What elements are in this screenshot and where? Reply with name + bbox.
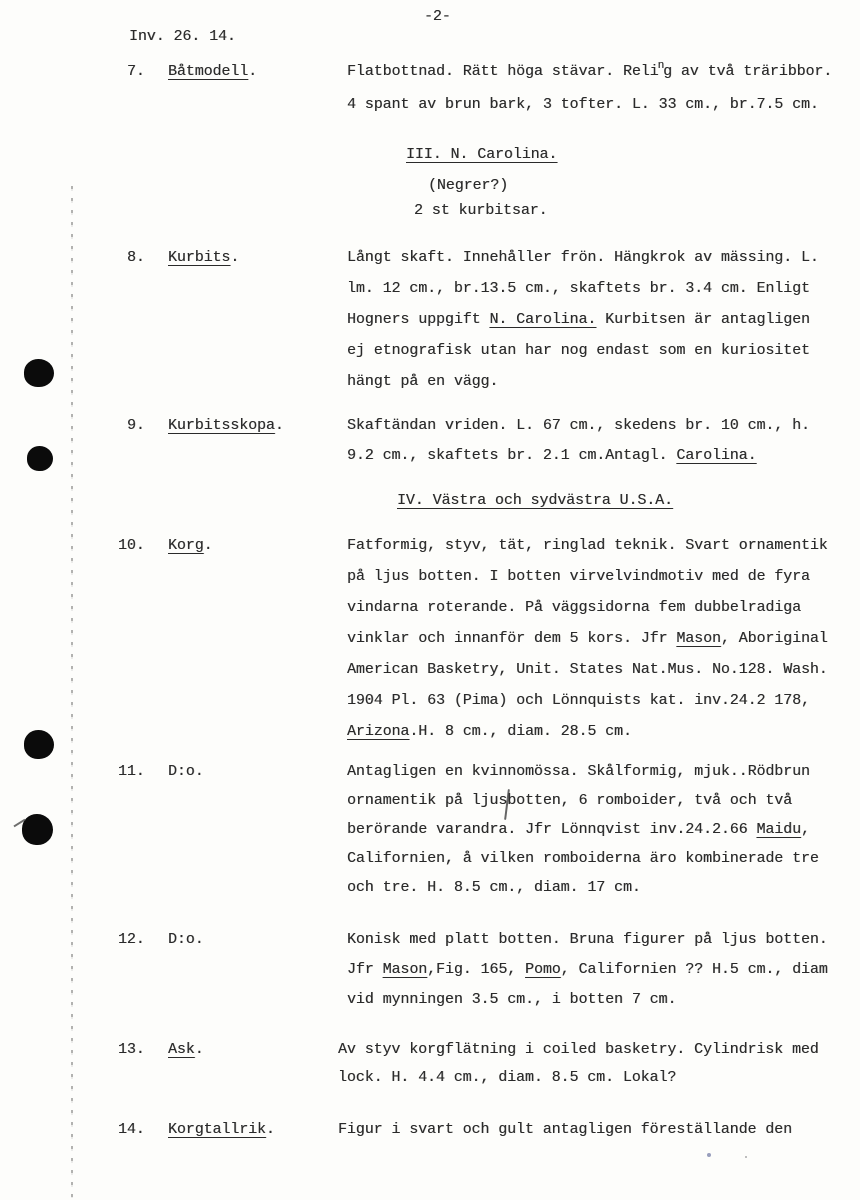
item-name [168, 1120, 275, 1140]
text-segment: hängt på en vägg. [347, 373, 499, 390]
text-segment: , Aboriginal [720, 630, 828, 647]
text-segment: . [265, 1121, 275, 1138]
item-name [168, 248, 239, 268]
text-segment: Långt skaft. Innehåller frön. Hängkrok av mässing. L. [347, 249, 819, 266]
text-segment: vindarna roterande. På väggsidorna fem dubbelradiga [347, 599, 801, 616]
text-segment: . [248, 63, 258, 80]
punch-hole [24, 730, 54, 759]
text-segment: och tre. H. 8.5 cm., diam. 17 cm. [347, 879, 641, 896]
punch-hole [22, 814, 53, 845]
text-segment: , Californien ?? H.5 cm., diam [560, 961, 828, 978]
description-line [347, 691, 810, 711]
section-heading-line [414, 201, 548, 221]
item-number: 12. [118, 931, 145, 948]
description-line [347, 310, 810, 330]
description-line [347, 722, 632, 742]
text-segment: (Negrer?) [428, 177, 509, 194]
text-segment: Hogners uppgift [347, 311, 490, 328]
text-segment: D:o. [168, 763, 204, 780]
text-segment: vid mynningen 3.5 cm., i botten 7 cm. [347, 991, 677, 1008]
text-segment: IV. Västra och sydvästra U.S.A. [397, 492, 673, 509]
text-segment: Maidu [756, 821, 801, 838]
description-line [347, 95, 819, 115]
text-segment: Flatbottnad. Rätt höga stävar. Reli [347, 63, 659, 80]
description-line [347, 416, 810, 436]
item-name [168, 536, 213, 556]
item-number: 7. [127, 63, 145, 80]
text-segment: ornamentik på ljusbotten, 6 romboider, två och två [347, 792, 793, 809]
item-name [168, 416, 284, 436]
item-number: 8. [127, 249, 145, 266]
section-heading-line [397, 491, 673, 511]
description-line [347, 446, 756, 466]
description-line [338, 1120, 792, 1140]
text-segment: Ask [168, 1041, 195, 1058]
text-segment: D:o. [168, 931, 204, 948]
text-segment: n [657, 60, 665, 72]
text-segment: 9.2 cm., skaftets br. 2.1 cm.Antagl. [347, 447, 677, 464]
description-line [347, 279, 810, 299]
text-segment: . [274, 417, 284, 434]
text-segment: berörande varandra. Jfr Lönnqvist inv.24.2.66 [347, 821, 757, 838]
description-line [338, 1068, 676, 1088]
item-name [168, 62, 257, 82]
text-segment: American Basketry, Unit. States Nat.Mus. No.128. Wash. [347, 661, 828, 678]
description-line [347, 372, 498, 392]
text-segment: Antagligen en kvinnomössa. Skålformig, mjuk..Rödbrun [347, 763, 810, 780]
text-segment: . [194, 1041, 204, 1058]
speck [745, 1156, 747, 1158]
description-line [347, 849, 819, 869]
punch-hole [24, 359, 54, 387]
text-segment: Pomo [525, 961, 561, 978]
description-line [347, 62, 832, 83]
punch-hole [27, 446, 53, 471]
item-number: 11. [118, 763, 145, 780]
text-segment: 1904 Pl. 63 (Pima) och Lönnquists kat. inv.24.2 178, [347, 692, 810, 709]
text-segment: Korgtallrik [168, 1121, 266, 1138]
margin-dotted-line [71, 186, 73, 1198]
text-segment: 2 st kurbitsar. [414, 202, 548, 219]
description-line [347, 567, 810, 587]
description-line [347, 930, 828, 950]
section-heading-line [428, 176, 508, 196]
text-segment: . [230, 249, 240, 266]
text-segment: Californien, å vilken romboiderna äro kombinerade tre [347, 850, 819, 867]
description-line [347, 878, 641, 898]
text-segment: Av styv korgflätning i coiled basketry. Cylindrisk med [338, 1041, 819, 1058]
text-segment: Carolina. [676, 447, 757, 464]
text-segment: Skaftändan vriden. L. 67 cm., skedens br. 10 cm., h. [347, 417, 810, 434]
text-segment: på ljus botten. I botten virvelvindmotiv med de fyra [347, 568, 810, 585]
item-name [168, 1040, 204, 1060]
description-line [347, 248, 819, 268]
text-segment: Kurbitsskopa [168, 417, 275, 434]
item-name [168, 930, 204, 950]
item-number: 10. [118, 537, 145, 554]
description-line [347, 960, 828, 980]
text-segment: 4 spant av brun bark, 3 tofter. L. 33 cm., br.7.5 cm. [347, 96, 819, 113]
text-segment: lm. 12 cm., br.13.5 cm., skaftets br. 3.4 cm. Enligt [347, 280, 810, 297]
description-line [347, 629, 828, 649]
text-segment: lock. H. 4.4 cm., diam. 8.5 cm. Lokal? [338, 1069, 677, 1086]
description-line [347, 536, 828, 556]
description-line [338, 1040, 819, 1060]
section-heading-line [406, 145, 557, 165]
description-line [347, 762, 810, 782]
description-line [347, 820, 810, 840]
text-segment: Figur i svart och gult antagligen föreställande den [338, 1121, 792, 1138]
text-segment: N. Carolina. [489, 311, 597, 328]
text-segment: Arizona [347, 723, 410, 740]
text-segment: ,Fig. 165, [427, 961, 526, 978]
text-segment: Konisk med platt botten. Bruna figurer på ljus botten. [347, 931, 828, 948]
text-segment: Mason [382, 961, 428, 978]
item-number: 13. [118, 1041, 145, 1058]
text-segment: , [800, 821, 810, 838]
text-segment: vinklar och innanför dem 5 kors. Jfr [347, 630, 677, 647]
text-segment: Mason [676, 630, 721, 647]
item-number: 9. [127, 417, 145, 434]
description-line [347, 598, 801, 618]
text-segment: Båtmodell [168, 63, 249, 80]
text-segment: III. N. Carolina. [406, 146, 558, 163]
text-segment: Jfr [347, 961, 383, 978]
speck [707, 1153, 711, 1157]
text-segment: Korg [168, 537, 204, 554]
description-line [347, 341, 810, 361]
description-line [347, 791, 792, 811]
text-segment: . [203, 537, 213, 554]
text-segment: .H. 8 cm., diam. 28.5 cm. [409, 723, 632, 740]
inventory-ref: Inv. 26. 14. [129, 28, 236, 45]
item-name [168, 762, 204, 782]
page-number: -2- [424, 8, 451, 25]
text-segment: ej etnografisk utan har nog endast som en kuriositet [347, 342, 810, 359]
text-segment: Kurbitsen är antagligen [596, 311, 810, 328]
description-line [347, 660, 828, 680]
text-segment: Kurbits [168, 249, 231, 266]
text-segment: Fatformig, styv, tät, ringlad teknik. Svart ornamentik [347, 537, 828, 554]
item-number: 14. [118, 1121, 145, 1138]
text-segment: g av två träribbor. [663, 63, 833, 80]
description-line [347, 990, 676, 1010]
